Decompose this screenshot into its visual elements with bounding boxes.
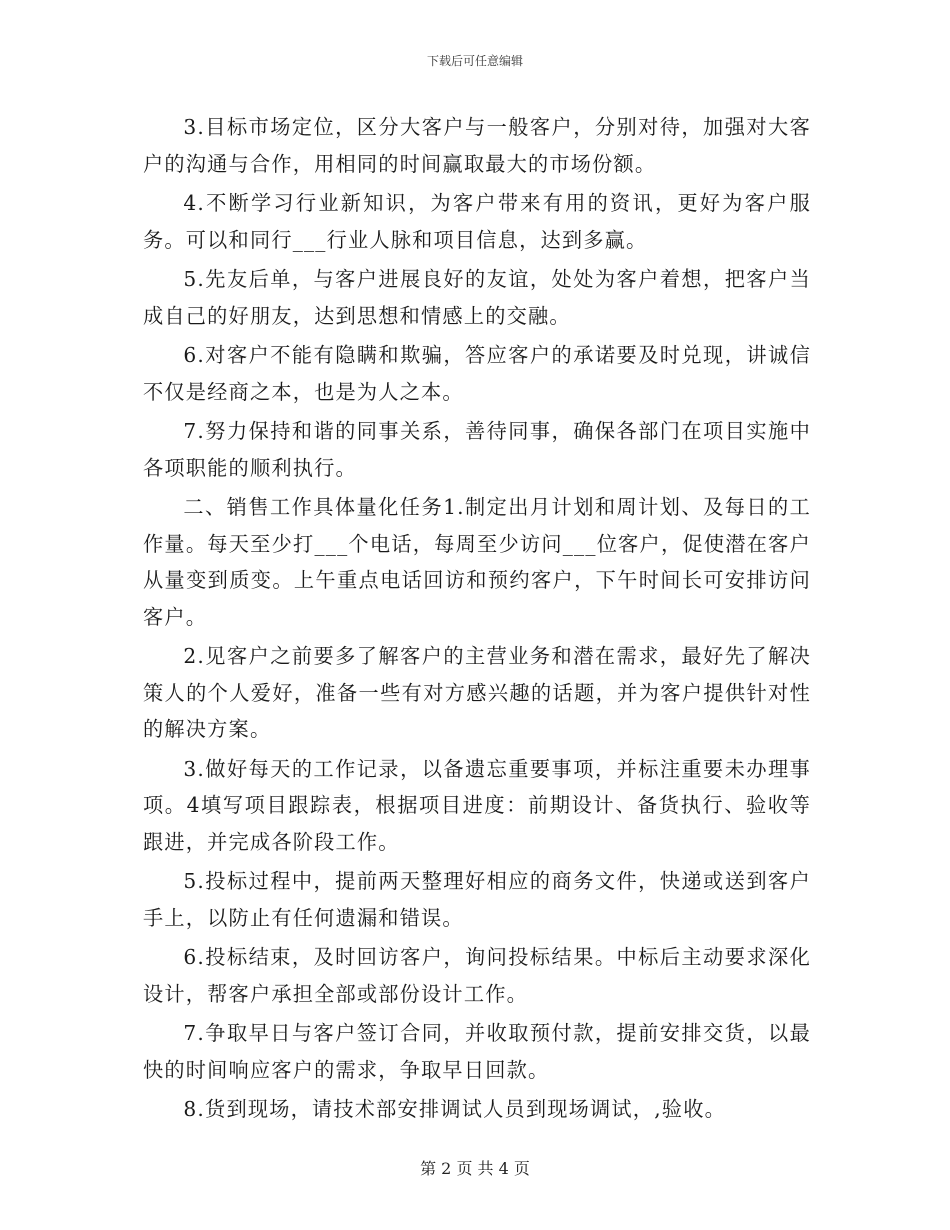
page-footer: 第 2 页 共 4 页 (420, 1159, 530, 1178)
paragraph-contract-signing: 7.争取早日与客户签订合同，并收取预付款，提前安排交货，以最快的时间响应客户的需求，争取早日回款。 (143, 1021, 811, 1082)
page-header: 下载后可任意编辑 (426, 54, 523, 68)
paragraph-bidding-result: 6.投标结束，及时回访客户，询问投标结果。中标后主动要求深化设计，帮客户承担全部或部份设计工作。 (143, 945, 811, 1006)
paragraph-quantified-tasks: 二、销售工作具体量化任务1.制定出月计划和周计划、及每日的工作量。每天至少打___个电话，每周至少访问___位客户，促使潜在客户从量变到质变。上午重点电话回访和预约客户，下午时间长可安排访问客户。 (143, 495, 811, 629)
document-body (143, 109, 811, 1131)
paragraph-delivery-acceptance: 8.货到现场，请技术部安排调试人员到现场调试，,验收。 (183, 1097, 726, 1121)
paragraph-friendship-first: 5.先友后单，与客户进展良好的友谊，处处为客户着想，把客户当成自己的好朋友，达到思想和情感上的交融。 (143, 267, 811, 328)
paragraph-target-market: 3.目标市场定位，区分大客户与一般客户，分别对待，加强对大客户的沟通与合作，用相同的时间赢取最大的市场份额。 (143, 115, 811, 176)
paragraph-colleague-relations: 7.努力保持和谐的同事关系，善待同事，确保各部门在项目实施中各项职能的顺利执行。 (143, 419, 811, 480)
paragraph-work-records: 3.做好每天的工作记录，以备遗忘重要事项，并标注重要未办理事项。4填写项目跟踪表，根据项目进度：前期设计、备货执行、验收等跟进，并完成各阶段工作。 (143, 756, 811, 854)
paragraph-industry-knowledge: 4.不断学习行业新知识，为客户带来有用的资讯，更好为客户服务。可以和同行___行业人脉和项目信息，达到多赢。 (143, 191, 811, 252)
paragraph-honesty: 6.对客户不能有隐瞒和欺骗，答应客户的承诺要及时兑现，讲诚信不仅是经商之本，也是为人之本。 (143, 343, 811, 404)
paragraph-client-research: 2.见客户之前要多了解客户的主营业务和潜在需求，最好先了解决策人的个人爱好，准备一些有对方感兴趣的话题，并为客户提供针对性的解决方案。 (143, 644, 811, 741)
paragraph-bidding-process: 5.投标过程中，提前两天整理好相应的商务文件，快递或送到客户手上，以防止有任何遗漏和错误。 (143, 869, 811, 930)
